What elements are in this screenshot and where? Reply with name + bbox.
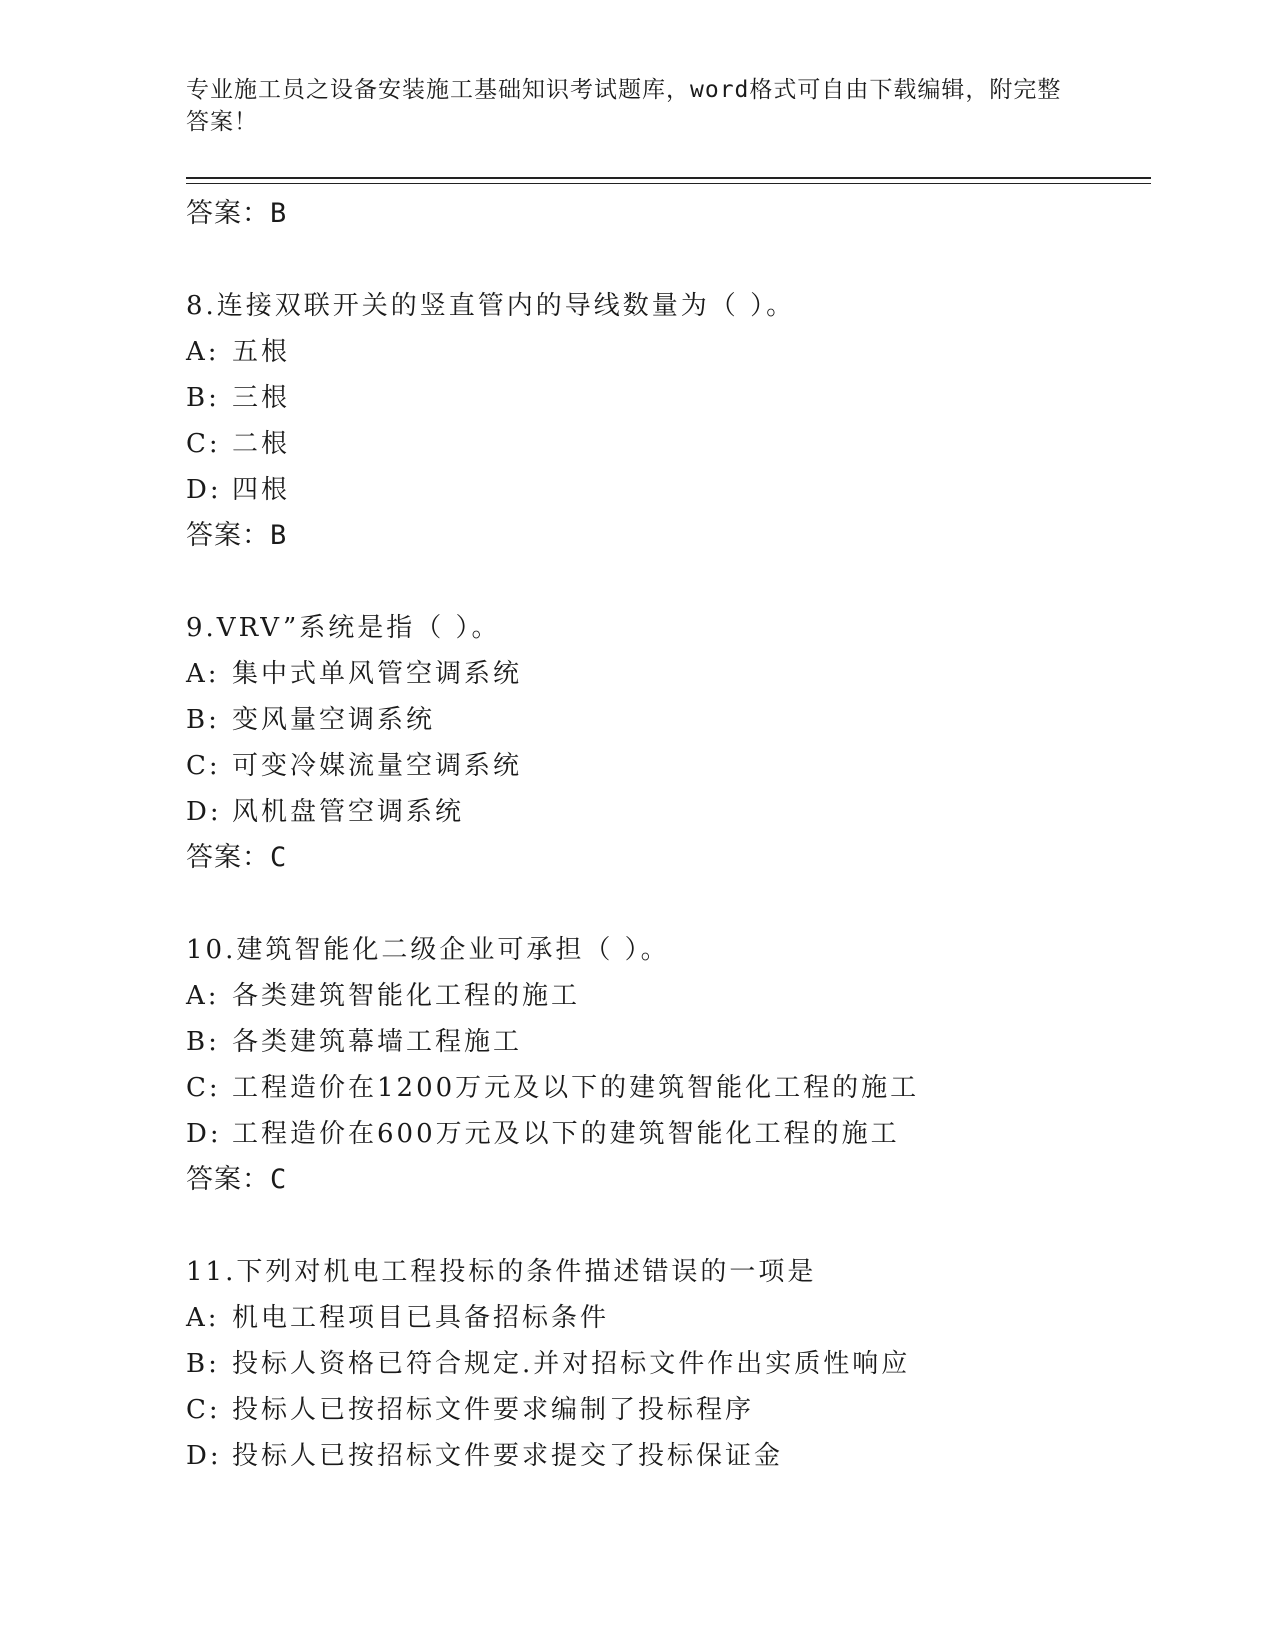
question-title: 10.建筑智能化二级企业可承担（ ）。 xyxy=(186,935,670,965)
option-letter: B: xyxy=(186,1027,220,1057)
question-8 xyxy=(186,283,1151,559)
answer: 答案：C xyxy=(186,842,288,873)
option-c xyxy=(186,1387,1151,1433)
option-c xyxy=(186,743,1151,789)
spacer xyxy=(186,1203,1151,1249)
question-10 xyxy=(186,927,1151,1203)
option-text: 投标人已按招标文件要求编制了投标程序 xyxy=(232,1395,755,1425)
option-letter: C: xyxy=(186,429,221,459)
option-a xyxy=(186,1295,1151,1341)
option-letter: D: xyxy=(186,797,222,827)
option-text: 投标人已按招标文件要求提交了投标保证金 xyxy=(232,1441,784,1471)
option-text: 可变冷媒流量空调系统 xyxy=(232,751,523,781)
option-a xyxy=(186,973,1151,1019)
option-letter: D: xyxy=(186,475,222,505)
option-c xyxy=(186,421,1151,467)
option-letter: C: xyxy=(186,1073,221,1103)
option-text: 工程造价在1200万元及以下的建筑智能化工程的施工 xyxy=(232,1073,920,1103)
header-divider-thin xyxy=(186,183,1151,184)
option-letter: B: xyxy=(186,1349,220,1379)
spacer xyxy=(186,881,1151,927)
header-divider-thick xyxy=(186,177,1151,179)
option-text: 各类建筑智能化工程的施工 xyxy=(232,981,581,1011)
question-title: 11.下列对机电工程投标的条件描述错误的一项是 xyxy=(186,1257,817,1287)
option-letter: C: xyxy=(186,1395,221,1425)
option-d xyxy=(186,467,1151,513)
option-letter: D: xyxy=(186,1119,222,1149)
answer: 答案：B xyxy=(186,520,288,551)
option-letter: A: xyxy=(186,337,220,367)
question-title: 9.VRV”系统是指（ ）。 xyxy=(186,613,501,643)
option-text: 四根 xyxy=(232,475,291,505)
question-9 xyxy=(186,605,1151,881)
option-text: 五根 xyxy=(232,337,291,367)
option-b xyxy=(186,697,1151,743)
option-text: 投标人资格已符合规定.并对招标文件作出实质性响应 xyxy=(232,1349,911,1379)
option-c xyxy=(186,1065,1151,1111)
option-a xyxy=(186,329,1151,375)
question-title: 8.连接双联开关的竖直管内的导线数量为（ ）。 xyxy=(186,291,796,321)
option-text: 风机盘管空调系统 xyxy=(232,797,465,827)
document-header: 专业施工员之设备安装施工基础知识考试题库，word格式可自由下载编辑，附完整答案！ xyxy=(186,77,1062,135)
question-list xyxy=(186,191,1151,1479)
option-b xyxy=(186,1019,1151,1065)
option-text: 变风量空调系统 xyxy=(232,705,436,735)
option-text: 三根 xyxy=(232,383,291,413)
option-text: 工程造价在600万元及以下的建筑智能化工程的施工 xyxy=(232,1119,900,1149)
option-letter: B: xyxy=(186,705,220,735)
option-a xyxy=(186,651,1151,697)
spacer xyxy=(186,559,1151,605)
spacer xyxy=(186,237,1151,283)
option-text: 各类建筑幕墙工程施工 xyxy=(232,1027,523,1057)
option-letter: A: xyxy=(186,1303,220,1333)
option-letter: A: xyxy=(186,659,220,689)
option-letter: D: xyxy=(186,1441,222,1471)
answer: 答案：C xyxy=(186,1164,288,1195)
option-b xyxy=(186,375,1151,421)
previous-answer: 答案：B xyxy=(186,198,288,229)
option-d xyxy=(186,1111,1151,1157)
option-letter: B: xyxy=(186,383,220,413)
option-letter: C: xyxy=(186,751,221,781)
question-11 xyxy=(186,1249,1151,1479)
option-d xyxy=(186,1433,1151,1479)
option-text: 集中式单风管空调系统 xyxy=(232,659,523,689)
option-text: 机电工程项目已具备招标条件 xyxy=(232,1303,610,1333)
option-d xyxy=(186,789,1151,835)
option-b xyxy=(186,1341,1151,1387)
option-letter: A: xyxy=(186,981,220,1011)
option-text: 二根 xyxy=(232,429,291,459)
